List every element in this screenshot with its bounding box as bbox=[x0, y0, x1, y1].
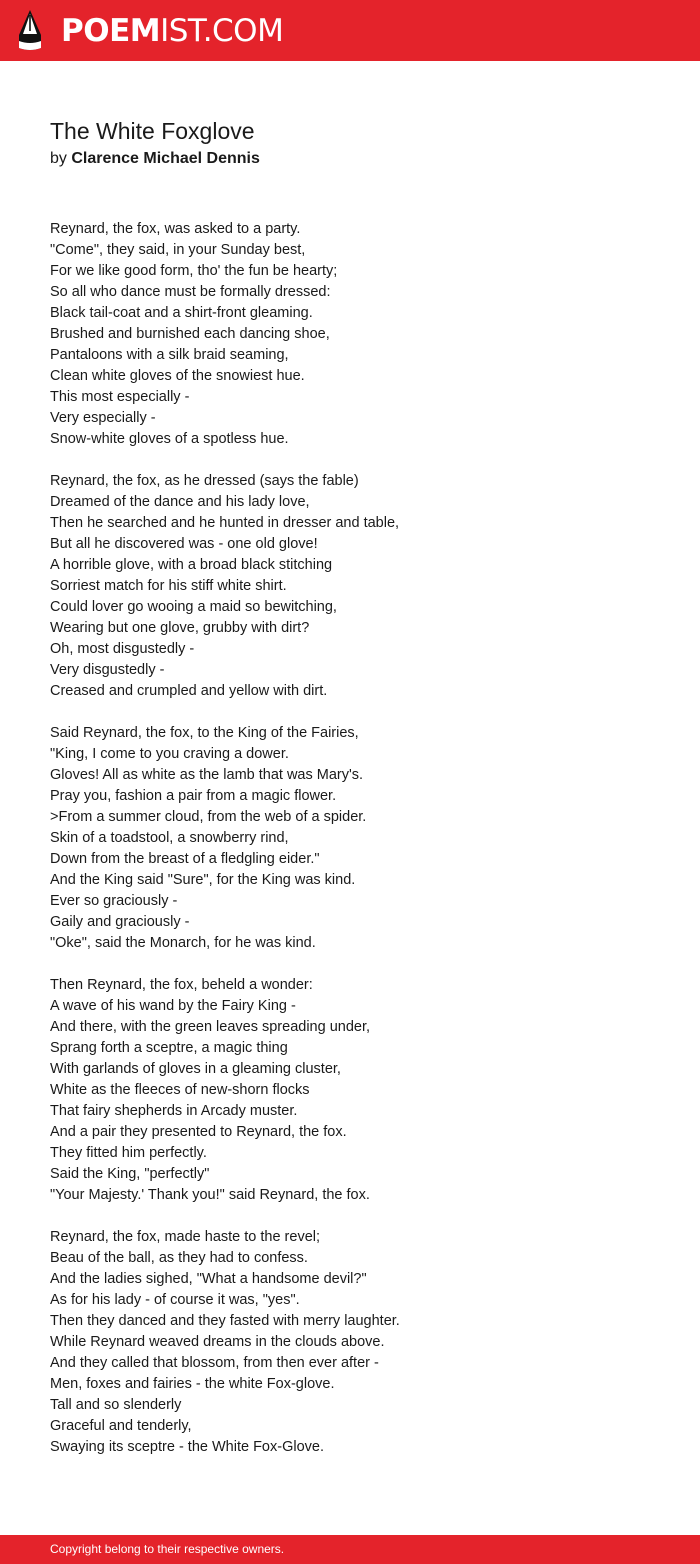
poem-stanza bbox=[50, 1227, 400, 1458]
logo-bold-text: POEM bbox=[61, 13, 161, 49]
poem-stanza bbox=[50, 219, 400, 450]
poem-line: Creased and crumpled and yellow with dirt. bbox=[50, 683, 328, 699]
poem-line: Then they danced and they fasted with merry laughter. bbox=[50, 1313, 400, 1329]
poem-line: Pray you, fashion a pair from a magic flower. bbox=[50, 788, 337, 804]
poem-line: Gaily and graciously - bbox=[50, 914, 190, 930]
poem-line: Down from the breast of a fledgling eider." bbox=[50, 851, 320, 867]
poem-line: White as the fleeces of new-shorn flocks bbox=[50, 1082, 310, 1098]
poem-line: But all he discovered was - one old glove! bbox=[50, 536, 318, 552]
by-label: by bbox=[50, 150, 67, 167]
poem-line: A wave of his wand by the Fairy King - bbox=[50, 998, 296, 1014]
poem-line: Wearing but one glove, grubby with dirt? bbox=[50, 620, 310, 636]
poem-line: Black tail-coat and a shirt-front gleaming. bbox=[50, 305, 313, 321]
site-header bbox=[0, 0, 700, 61]
poem-line: Reynard, the fox, as he dressed (says the fable) bbox=[50, 473, 359, 489]
site-logo[interactable] bbox=[61, 11, 283, 51]
poem-line: And they called that blossom, from then ever after - bbox=[50, 1355, 379, 1371]
poem-title: The White Foxglove bbox=[50, 118, 255, 144]
poem-line: Gloves! All as white as the lamb that was Mary's. bbox=[50, 767, 364, 783]
poem-line: And the King said "Sure", for the King was kind. bbox=[50, 872, 356, 888]
author-name[interactable]: Clarence Michael Dennis bbox=[71, 150, 260, 167]
poem-line: Clean white gloves of the snowiest hue. bbox=[50, 368, 305, 384]
poem-line: This most especially - bbox=[50, 389, 190, 405]
poem-line: Very especially - bbox=[50, 410, 156, 426]
poem-line: Sorriest match for his stiff white shirt. bbox=[50, 578, 287, 594]
poem-line: Said Reynard, the fox, to the King of the Fairies, bbox=[50, 725, 359, 741]
poem-line: Ever so graciously - bbox=[50, 893, 178, 909]
poem-line: For we like good form, tho' the fun be hearty; bbox=[50, 263, 338, 279]
poem-line: As for his lady - of course it was, "yes". bbox=[50, 1292, 300, 1308]
poem-line: Very disgustedly - bbox=[50, 662, 165, 678]
poem-line: Pantaloons with a silk braid seaming, bbox=[50, 347, 289, 363]
poem-line: "Come", they said, in your Sunday best, bbox=[50, 242, 306, 258]
poem-line: Dreamed of the dance and his lady love, bbox=[50, 494, 310, 510]
poem-line: Tall and so slenderly bbox=[50, 1397, 182, 1413]
poem-line: They fitted him perfectly. bbox=[50, 1145, 207, 1161]
logo-light-text: IST.COM bbox=[160, 13, 284, 49]
site-footer bbox=[0, 1535, 700, 1564]
poem-line: That fairy shepherds in Arcady muster. bbox=[50, 1103, 298, 1119]
poem-line: "Oke", said the Monarch, for he was kind. bbox=[50, 935, 316, 951]
poem-line: Said the King, "perfectly" bbox=[50, 1166, 210, 1182]
poem-line: Then he searched and he hunted in dresser and table, bbox=[50, 515, 400, 531]
poem-line: And the ladies sighed, "What a handsome devil?" bbox=[50, 1271, 367, 1287]
poem-line: >From a summer cloud, from the web of a spider. bbox=[50, 809, 367, 825]
pen-nib-icon[interactable] bbox=[17, 9, 43, 51]
poem-line: "King, I come to you craving a dower. bbox=[50, 746, 289, 762]
poem-line: Skin of a toadstool, a snowberry rind, bbox=[50, 830, 289, 846]
poem-line: And there, with the green leaves spreading under, bbox=[50, 1019, 371, 1035]
poem-line: Brushed and burnished each dancing shoe, bbox=[50, 326, 330, 342]
poem-line: Swaying its sceptre - the White Fox-Glove. bbox=[50, 1439, 324, 1455]
poem-stanza bbox=[50, 975, 400, 1206]
poem-line: And a pair they presented to Reynard, the fox. bbox=[50, 1124, 347, 1140]
poem-stanza bbox=[50, 471, 400, 702]
poem-line: Reynard, the fox, was asked to a party. bbox=[50, 221, 301, 237]
poem-line: Oh, most disgustedly - bbox=[50, 641, 195, 657]
copyright-text: Copyright belong to their respective owners. bbox=[50, 1542, 285, 1556]
poem-line: So all who dance must be formally dressed: bbox=[50, 284, 331, 300]
poem-line: Graceful and tenderly, bbox=[50, 1418, 192, 1434]
poem-line: A horrible glove, with a broad black stitching bbox=[50, 557, 333, 573]
poem-line: With garlands of gloves in a gleaming cluster, bbox=[50, 1061, 341, 1077]
poem-line: Reynard, the fox, made haste to the revel; bbox=[50, 1229, 321, 1245]
poem-line: While Reynard weaved dreams in the clouds above. bbox=[50, 1334, 385, 1350]
poem-body bbox=[50, 219, 400, 1479]
poem-line: Beau of the ball, as they had to confess. bbox=[50, 1250, 308, 1266]
poem-line: "Your Majesty.' Thank you!" said Reynard, the fox. bbox=[50, 1187, 370, 1203]
byline bbox=[50, 148, 260, 170]
poem-line: Sprang forth a sceptre, a magic thing bbox=[50, 1040, 288, 1056]
poem-stanza bbox=[50, 723, 400, 954]
poem-line: Then Reynard, the fox, beheld a wonder: bbox=[50, 977, 313, 993]
poem-line: Men, foxes and fairies - the white Fox-glove. bbox=[50, 1376, 335, 1392]
poem-line: Could lover go wooing a maid so bewitching, bbox=[50, 599, 337, 615]
poem-line: Snow-white gloves of a spotless hue. bbox=[50, 431, 289, 447]
